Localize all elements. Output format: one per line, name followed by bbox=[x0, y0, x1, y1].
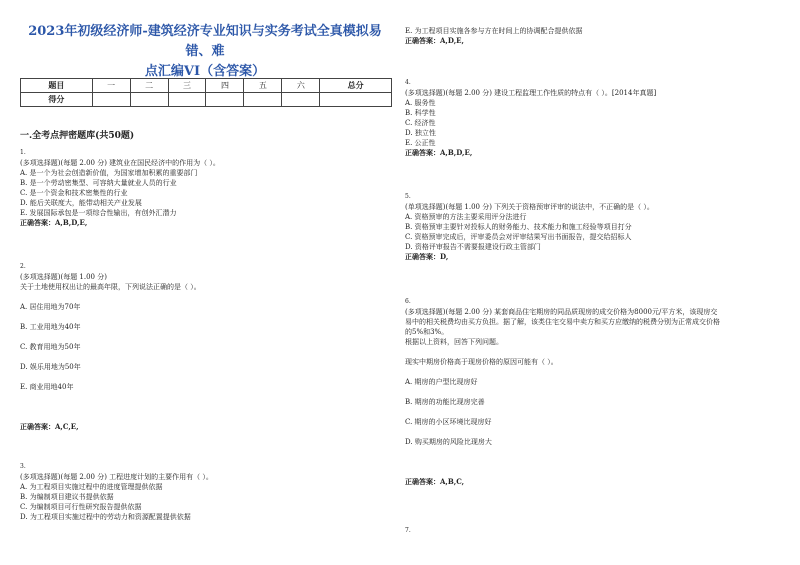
option: D. 娱乐用地为50年 bbox=[20, 363, 81, 371]
score-cell: 二 bbox=[130, 79, 168, 93]
option: A. 期房的户型比现房好 bbox=[405, 378, 478, 386]
question-number: 4. bbox=[405, 79, 411, 86]
option: E. 公正性 bbox=[405, 139, 436, 147]
question-number: 3. bbox=[20, 463, 26, 470]
score-cell: 总分 bbox=[320, 79, 392, 93]
score-table-score-row bbox=[21, 93, 392, 107]
option: D. 为工程项目实施过程中的劳动力和资源配置提供依据 bbox=[20, 513, 191, 521]
score-cell: 四 bbox=[206, 79, 244, 93]
question-4 bbox=[405, 78, 785, 158]
question-stem: 的5%和3%。 bbox=[405, 328, 449, 336]
question-type: (多项选择题)(每题 2.00 分) 工程进度计划的主要作用有（ ）。 bbox=[20, 473, 213, 481]
question-number: 1. bbox=[20, 149, 26, 156]
question-type: (单项选择题)(每题 1.00 分) 下列关于资格预审评审的说法中，不正确的是（ ）。 bbox=[405, 203, 654, 211]
option: A. 为工程项目实施过程中的进度管理提供依据 bbox=[20, 483, 163, 491]
question-6 bbox=[405, 297, 785, 487]
question-type: (多项选择题)(每题 2.00 分) 某套商品住宅期房的同品质现房的成交价格为8000元/平方米，该现房交 bbox=[405, 308, 718, 316]
question-type: (多项选择题)(每题 2.00 分) 建筑业在国民经济中的作用为（ ）。 bbox=[20, 159, 220, 167]
option: E. 发展国际承包是一项综合性输出，有创外汇潜力 bbox=[20, 209, 177, 217]
correct-answer: 正确答案：D, bbox=[405, 252, 449, 261]
option: A. 是一个为社会创造新价值，为国家增加积累的重要部门 bbox=[20, 169, 198, 177]
title-line-1: 2023年初级经济师-建筑经济专业知识与实务考试全真模拟易错、难 bbox=[28, 24, 382, 59]
score-cell bbox=[130, 93, 168, 107]
option: B. 科学性 bbox=[405, 109, 436, 117]
question-number: 6. bbox=[405, 298, 411, 305]
correct-answer: 正确答案：A,C,E, bbox=[20, 422, 79, 431]
option: C. 为编制项目可行性研究报告提供依据 bbox=[20, 503, 142, 511]
score-cell bbox=[320, 93, 392, 107]
correct-answer: 正确答案：A,D,E, bbox=[405, 36, 464, 45]
question-number: 7. bbox=[405, 527, 411, 534]
score-cell: 得分 bbox=[21, 93, 93, 107]
option: B. 期房的功能比现房完善 bbox=[405, 398, 485, 406]
question-7 bbox=[405, 526, 785, 536]
option: B. 为编制项目建议书提供依据 bbox=[20, 493, 114, 501]
question-number: 2. bbox=[20, 263, 26, 270]
score-cell: 五 bbox=[244, 79, 282, 93]
score-cell: 题目 bbox=[21, 79, 93, 93]
option: A. 资格预审的方法主要采用评分法进行 bbox=[405, 213, 527, 221]
correct-answer: 正确答案：A,B,D,E, bbox=[20, 218, 88, 227]
correct-answer: 正确答案：A,B,D,E, bbox=[405, 148, 473, 157]
option: B. 是一个劳动密集型、可容纳大量就业人员的行业 bbox=[20, 179, 177, 187]
score-table bbox=[20, 78, 392, 107]
question-type: (多项选择题)(每题 1.00 分) bbox=[20, 273, 107, 281]
question-1 bbox=[20, 148, 390, 228]
score-table-header-row bbox=[21, 79, 392, 93]
score-cell bbox=[168, 93, 206, 107]
option: C. 期房的小区环境比现房好 bbox=[405, 418, 492, 426]
option: A. 居住用地为70年 bbox=[20, 303, 81, 311]
option: D. 资格评审报告不需要报建设行政主管部门 bbox=[405, 243, 541, 251]
option: C. 是一个资金和技术密集性的行业 bbox=[20, 189, 128, 197]
section-heading: 一.全考点押密题库(共50题) bbox=[20, 131, 135, 141]
score-cell bbox=[92, 93, 130, 107]
question-3 bbox=[20, 462, 390, 522]
score-cell bbox=[244, 93, 282, 107]
question-5 bbox=[405, 192, 785, 262]
question-number: 5. bbox=[405, 193, 411, 200]
question-stem: 易中的相关税费均由买方负担。据了解，该类住宅交易中卖方和买方应缴纳的税费分别为正常成交价格 bbox=[405, 318, 720, 326]
option: C. 教育用地为50年 bbox=[20, 343, 81, 351]
question-2 bbox=[20, 262, 390, 432]
question-type: (多项选择题)(每题 2.00 分) 建设工程监理工作性质的特点有（ ）。[2014年真题] bbox=[405, 89, 657, 97]
sub-question: 现实中期房价格高于现房价格的原因可能有（ ）。 bbox=[405, 358, 558, 366]
score-cell: 六 bbox=[282, 79, 320, 93]
option: E. 为工程项目实施各参与方在时间上的协调配合提供依据 bbox=[405, 27, 583, 35]
question-stem: 关于土地使用权出让的最高年限，下列说法正确的是（ ）。 bbox=[20, 283, 201, 291]
option: C. 资格预审完成后，评审委员会对评审结果写出书面报告，提交给招标人 bbox=[405, 233, 632, 241]
score-cell bbox=[282, 93, 320, 107]
page-title bbox=[20, 22, 390, 82]
option: A. 服务性 bbox=[405, 99, 436, 107]
option: E. 商业用地40年 bbox=[20, 383, 74, 391]
option: D. 能后关联度大，能带动相关产业发展 bbox=[20, 199, 142, 207]
correct-answer: 正确答案：A,B,C, bbox=[405, 477, 465, 486]
score-cell: 三 bbox=[168, 79, 206, 93]
score-cell bbox=[206, 93, 244, 107]
question-3-continued bbox=[405, 26, 785, 46]
option: C. 经济性 bbox=[405, 119, 436, 127]
title-line-2: 点汇编VI（含答案） bbox=[144, 64, 266, 79]
option: B. 工业用地为40年 bbox=[20, 323, 81, 331]
option: B. 资格预审主要针对投标人的财务能力、技术能力和施工经验等项目打分 bbox=[405, 223, 632, 231]
score-cell: 一 bbox=[92, 79, 130, 93]
option: D. 购买期房的风险比现房大 bbox=[405, 438, 492, 446]
question-stem: 根据以上资料，回答下列问题。 bbox=[405, 338, 503, 346]
option: D. 独立性 bbox=[405, 129, 436, 137]
